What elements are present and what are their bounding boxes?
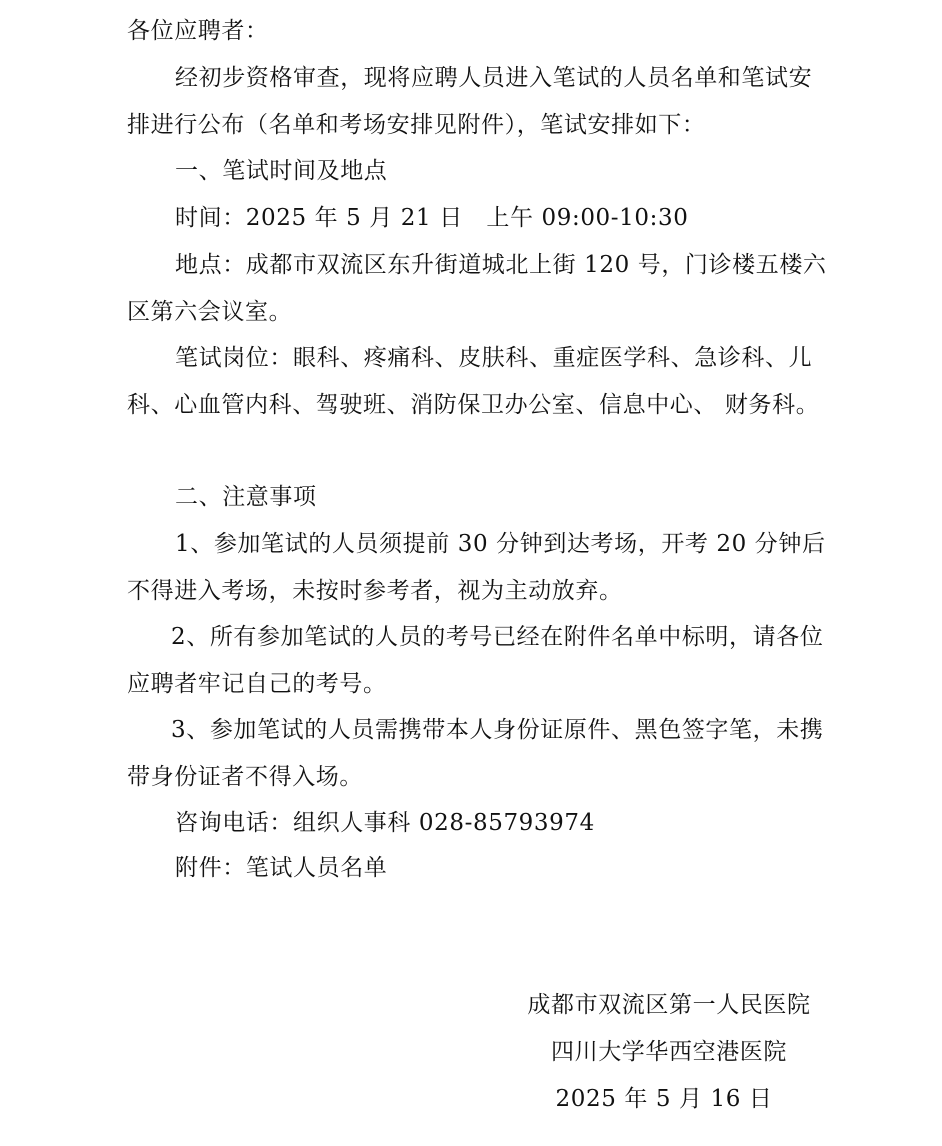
signature-org-1: 成都市双流区第一人民医院 [527, 992, 811, 1018]
signature-org-2: 四川大学华西空港医院 [551, 1039, 787, 1065]
exam-location: 地点：成都市双流区东升街道城北上街 120 号，门诊楼五楼六区第六会议室。 [127, 252, 827, 325]
section1-heading: 一、笔试时间及地点 [175, 158, 388, 184]
exam-time: 时间：2025 年 5 月 21 日 上午 09:00-10:30 [175, 205, 689, 231]
attachment-note: 附件：笔试人员名单 [175, 855, 388, 881]
notice-item-2: 2、所有参加笔试的人员的考号已经在附件名单中标明，请各位应聘者牢记自己的考号。 [127, 624, 824, 697]
greeting: 各位应聘者： [127, 18, 269, 44]
contact-phone: 咨询电话：组织人事科 028-85793974 [175, 810, 595, 836]
signature-date: 2025 年 5 月 16 日 [555, 1086, 773, 1112]
intro-paragraph: 经初步资格审查，现将应聘人员进入笔试的人员名单和笔试安排进行公布（名单和考场安排见附件），笔试安排如下： [127, 65, 813, 138]
exam-positions: 笔试岗位：眼科、疼痛科、皮肤科、重症医学科、急诊科、儿科、心血管内科、驾驶班、消防保卫办公室、信息中心、 财务科。 [127, 345, 820, 418]
notice-item-3: 3、参加笔试的人员需携带本人身份证原件、黑色签字笔，未携带身份证者不得入场。 [127, 717, 824, 790]
notice-item-1: 1、参加笔试的人员须提前 30 分钟到达考场，开考 20 分钟后不得进入考场，未按时参考者，视为主动放弃。 [127, 531, 826, 604]
section2-heading: 二、注意事项 [175, 484, 317, 510]
